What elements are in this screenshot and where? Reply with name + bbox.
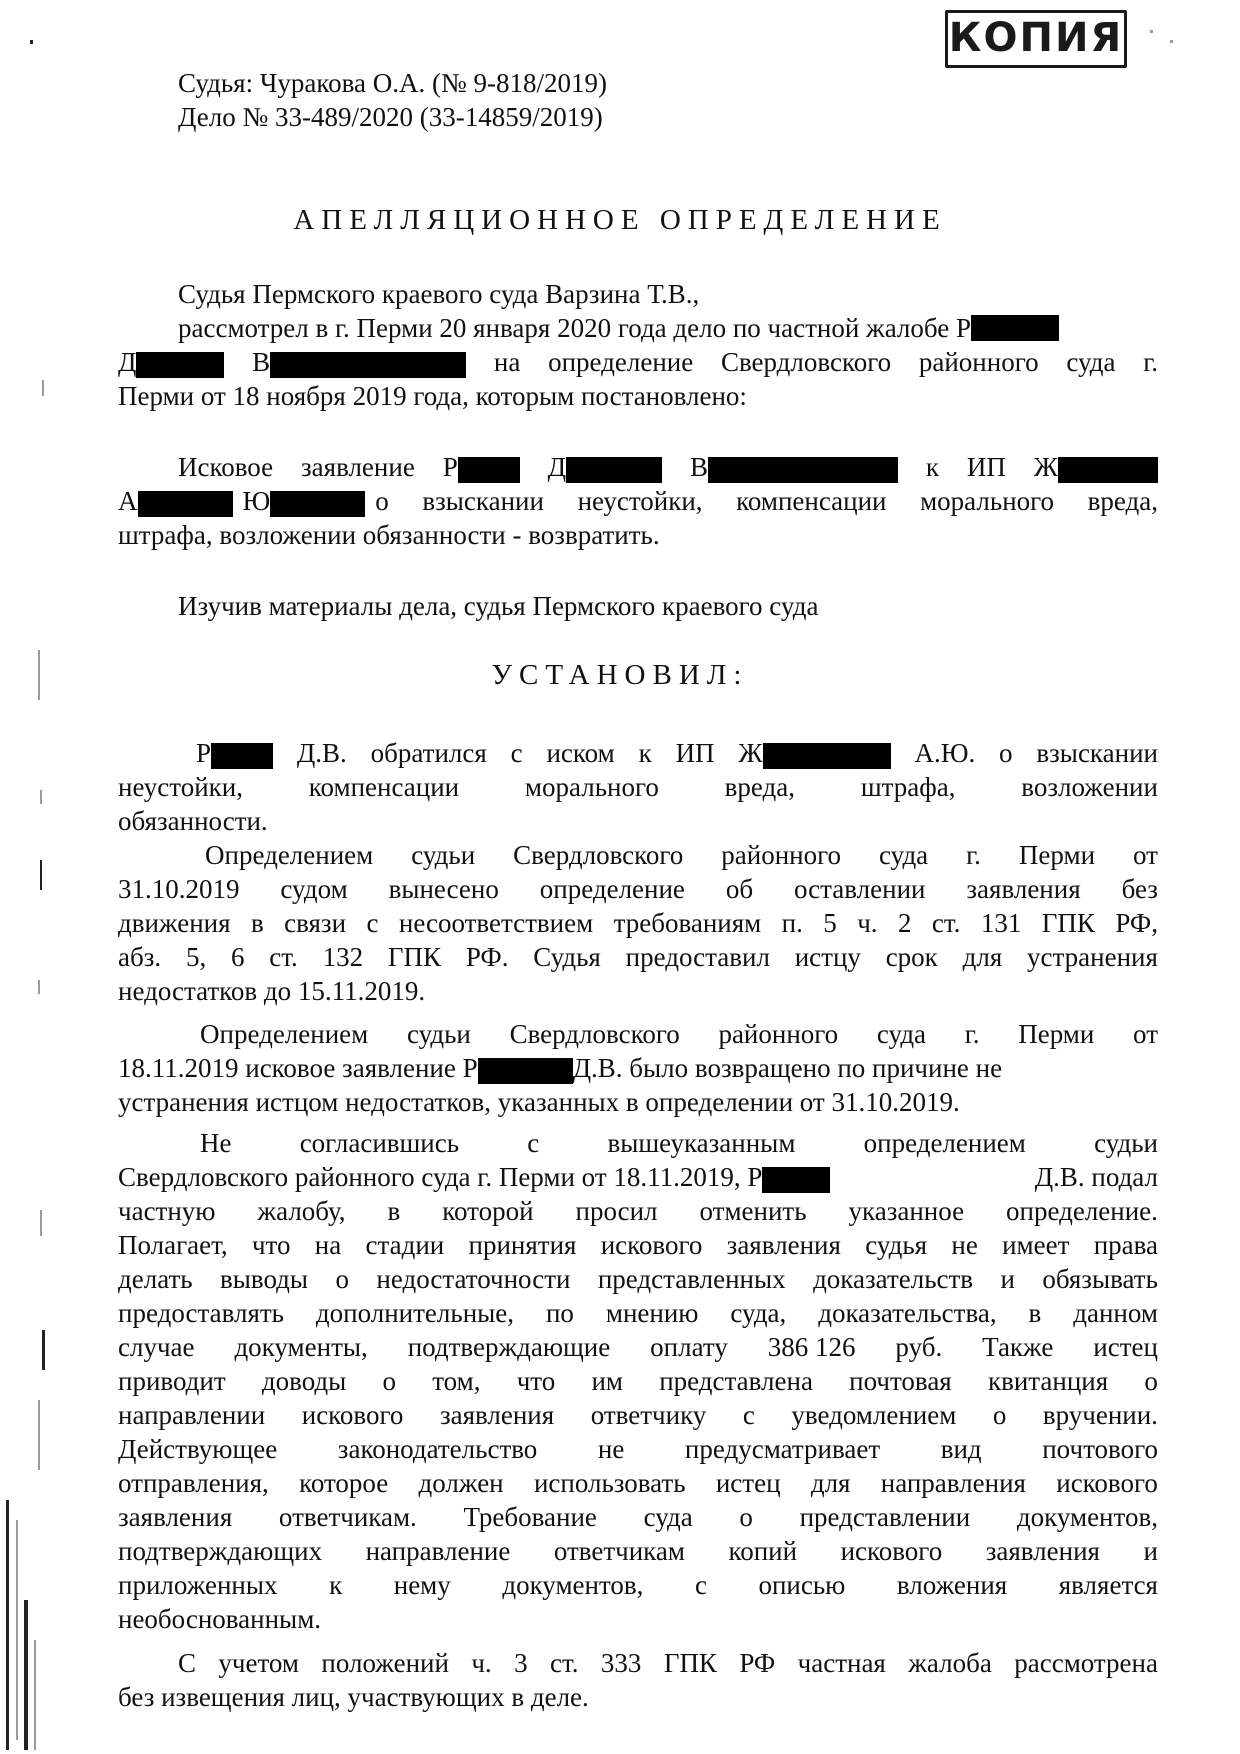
word: районного (721, 840, 842, 870)
word: 131 (980, 908, 1022, 938)
case-number-line: Дело № 33-489/2020 (33-14859/2019) (178, 102, 603, 132)
word: жалобу, (257, 1196, 346, 1226)
word: Ж (738, 736, 890, 770)
word: Определением (205, 840, 374, 870)
word: с (694, 1570, 707, 1600)
word: о (992, 1400, 1007, 1430)
word: определением (863, 1128, 1026, 1158)
word: что (251, 1230, 291, 1260)
word: рассмотрена (1014, 1648, 1158, 1678)
word: с (510, 738, 523, 768)
word: документы, (234, 1332, 368, 1362)
word: ч. (471, 1648, 492, 1678)
scan-speck (42, 1330, 45, 1370)
word: неустойки, (118, 772, 243, 802)
word: Р (443, 450, 520, 484)
word: искового (1056, 1468, 1158, 1498)
body-line (200, 1017, 1158, 1051)
word: имеет (1002, 1230, 1070, 1260)
word: ГПК (1041, 908, 1095, 938)
word: компенсации (308, 772, 460, 802)
word: определение (548, 347, 694, 377)
quote-line (118, 484, 1158, 518)
word: г. (966, 840, 981, 870)
word: вреда, (724, 772, 796, 802)
word: на (314, 1230, 342, 1260)
word: которой (442, 1196, 534, 1226)
word: Не (200, 1128, 232, 1158)
word: направлении (118, 1400, 266, 1430)
word: Требование (463, 1502, 597, 1532)
word: отменить (699, 1196, 807, 1226)
word: г. (964, 1019, 980, 1049)
word: направление (365, 1536, 511, 1566)
word: вынесено (388, 874, 499, 904)
word: заявления (118, 1502, 233, 1532)
body-line (118, 906, 1158, 940)
scan-speck (40, 860, 42, 890)
word: с (527, 1128, 540, 1158)
word: обязывать (1042, 1264, 1158, 1294)
body-line (196, 736, 1158, 770)
redaction-box (478, 1058, 573, 1084)
word: заявление (301, 452, 415, 482)
word: истец (1093, 1332, 1158, 1362)
scan-edge-mark (24, 1600, 28, 1750)
word: от (1133, 1019, 1158, 1049)
word: искового (600, 1230, 703, 1260)
word: возложении (1021, 772, 1158, 802)
word: в (1028, 1298, 1042, 1328)
body-line (118, 1262, 1158, 1296)
redaction-box (708, 457, 898, 483)
word: без (1121, 874, 1158, 904)
word: суда (876, 1019, 927, 1049)
word: судья (865, 1230, 928, 1260)
body-line (118, 804, 1158, 838)
word: морального (524, 772, 659, 802)
word: Перми (1018, 1019, 1095, 1049)
quote-text: о взыскании неустойки, компенсации морального вреда, (375, 486, 1158, 516)
quote-line (118, 518, 1158, 552)
body-line (118, 1680, 1158, 1714)
copy-stamp: КОПИЯ (945, 10, 1127, 68)
word: делать (118, 1264, 193, 1294)
word: судом (280, 874, 348, 904)
word: В (690, 450, 898, 484)
word: 132 (322, 942, 364, 972)
word: движения (118, 908, 231, 938)
quote-line (178, 450, 1158, 484)
word: стадии (365, 1230, 445, 1260)
word: г. (1143, 347, 1158, 377)
word: выводы (220, 1264, 309, 1294)
scan-speck (40, 1210, 42, 1236)
word: штрафа, (860, 772, 956, 802)
word: доводы (261, 1366, 347, 1396)
scan-speck (38, 980, 40, 994)
body-text: необоснованным. (118, 1604, 322, 1634)
intro-line (178, 311, 1158, 345)
body-text: без извещения лиц, участвующих в деле. (118, 1682, 589, 1712)
redaction-box (211, 743, 273, 769)
word: представлении (799, 1502, 971, 1532)
word: дополнительные, (315, 1298, 515, 1328)
word: оставлении (794, 874, 926, 904)
word: заявления (439, 1400, 555, 1430)
body-line (118, 1194, 1158, 1228)
word: почтовая (849, 1366, 952, 1396)
word: связи (284, 908, 347, 938)
word: и (1143, 1536, 1158, 1566)
word: приводит (118, 1366, 226, 1396)
body-text: Свердловского районного суда г. Перми от 18.11.2019, Р (118, 1160, 830, 1194)
word: что (516, 1366, 556, 1396)
word: вложения (896, 1570, 1008, 1600)
redaction-box (566, 457, 662, 483)
scan-edge-mark (34, 1640, 36, 1750)
word: районного (918, 347, 1039, 377)
word: судьи (1094, 1128, 1158, 1158)
word: заявления (985, 1536, 1100, 1566)
word: жалоба (908, 1648, 992, 1678)
word: абз. (118, 942, 162, 972)
body-line (178, 1646, 1158, 1680)
word: квитанция (987, 1366, 1109, 1396)
redaction-box (971, 315, 1059, 341)
body-line (118, 1085, 1158, 1119)
word: ст. (550, 1648, 579, 1678)
word: ст. (931, 908, 961, 938)
word: частную (118, 1196, 216, 1226)
word: 386 126 (767, 1332, 856, 1362)
word: представлена (659, 1366, 813, 1396)
redaction-box (763, 743, 891, 769)
study-line (178, 589, 1158, 623)
word: Действующее (118, 1434, 278, 1464)
word: указанное (848, 1196, 965, 1226)
word: Исковое (178, 452, 274, 482)
word: 2 (897, 908, 912, 938)
scan-speck (1150, 30, 1153, 33)
redaction-box (136, 352, 224, 378)
word: данном (1073, 1298, 1158, 1328)
word: взыскании (1036, 738, 1158, 768)
word: копий (728, 1536, 798, 1566)
word: ответчикам. (278, 1502, 417, 1532)
body-line (118, 1228, 1158, 1262)
word: 333 (600, 1648, 642, 1678)
redaction-box (270, 491, 365, 517)
intro-line (118, 379, 1158, 413)
word: документов, (1016, 1502, 1158, 1532)
word: права (1093, 1230, 1158, 1260)
word: документов, (502, 1570, 644, 1600)
word: описью (758, 1570, 846, 1600)
word: уведомлением (791, 1400, 957, 1430)
word: вручении. (1042, 1400, 1158, 1430)
word: срок (885, 942, 938, 972)
word: Свердловского (720, 347, 892, 377)
word: Д.В. (296, 738, 347, 768)
word: истцу (794, 942, 861, 972)
word: от (1133, 840, 1158, 870)
word: почтового (1042, 1434, 1158, 1464)
body-line (205, 838, 1158, 872)
body-line (118, 974, 1158, 1008)
word: 31.10.2019 (118, 874, 240, 904)
body-line (118, 1160, 1158, 1194)
word: А (118, 484, 233, 518)
body-line (118, 1432, 1158, 1466)
word: суда (643, 1502, 693, 1532)
intro-text: Перми от 18 ноября 2019 года, которым постановлено: (118, 381, 747, 411)
word: приложенных (118, 1570, 278, 1600)
word: использовать (533, 1468, 686, 1498)
word: положений (321, 1648, 449, 1678)
word: вышеуказанным (607, 1128, 796, 1158)
word: Перми (1018, 840, 1096, 870)
word: оплату (650, 1332, 728, 1362)
word: истец (715, 1468, 781, 1498)
word: искового (840, 1536, 943, 1566)
word: А.Ю. (914, 738, 976, 768)
scan-edge-mark (6, 1500, 9, 1750)
word: РФ, (1115, 908, 1158, 938)
word: для (810, 1468, 851, 1498)
scan-speck (38, 650, 40, 700)
word: является (1058, 1570, 1158, 1600)
word: нему (393, 1570, 451, 1600)
body-line (118, 1330, 1158, 1364)
body-line (118, 1364, 1158, 1398)
word: должен (418, 1468, 504, 1498)
word: подтверждающие (407, 1332, 611, 1362)
word: устранения (1027, 942, 1158, 972)
body-line (118, 1466, 1158, 1500)
body-text: 18.11.2019 исковое заявление Р Д.В. было возвращено по причине не (118, 1053, 1003, 1083)
word: о (382, 1366, 397, 1396)
word: отправления, (118, 1468, 269, 1498)
word: представленных (597, 1264, 786, 1294)
redaction-box (270, 352, 466, 378)
word: С (178, 1648, 197, 1678)
word: доказательств (813, 1264, 974, 1294)
word: ГПК (663, 1648, 717, 1678)
word: доказательства, (818, 1298, 997, 1328)
word: 6 (230, 942, 245, 972)
quote-text: штрафа, возложении обязанности - возвратить. (118, 520, 660, 550)
body-line (118, 1051, 1158, 1085)
word: о (335, 1264, 349, 1294)
word: в (387, 1196, 401, 1226)
word: иском (546, 738, 615, 768)
word: на (493, 347, 521, 377)
scan-speck (38, 1400, 40, 1470)
word: для (962, 942, 1003, 972)
word: принятия (468, 1230, 577, 1260)
word: Также (982, 1332, 1054, 1362)
word: которое (299, 1468, 389, 1498)
judge-line: Судья: Чуракова О.А. (№ 9-818/2019) (178, 68, 607, 98)
word: к (638, 738, 652, 768)
word: п. (781, 908, 803, 938)
body-text: устранения истцом недостатков, указанных в определении от 31.10.2019. (118, 1087, 960, 1117)
word: том, (432, 1366, 481, 1396)
word: ИП (966, 452, 1006, 482)
word: об (725, 874, 754, 904)
word: ИП (675, 738, 715, 768)
word: и (1000, 1264, 1015, 1294)
word: с (742, 1400, 755, 1430)
word: частная (797, 1648, 886, 1678)
body-text: недостатков до 15.11.2019. (118, 976, 426, 1006)
word: 3 (514, 1648, 528, 1678)
word: Р (196, 736, 273, 770)
word: РФ. (465, 942, 509, 972)
body-line (118, 872, 1158, 906)
word: Д (548, 450, 662, 484)
word: судьи (411, 840, 476, 870)
redaction-box (138, 491, 233, 517)
word: обратился (370, 738, 487, 768)
study-text: Изучив материалы дела, судья Пермского краевого суда (178, 591, 819, 621)
word: руб. (895, 1332, 943, 1362)
word: не (951, 1230, 978, 1260)
document-title: АПЕЛЛЯЦИОННОЕ ОПРЕДЕЛЕНИЕ (293, 204, 947, 236)
word: о (999, 738, 1013, 768)
word: о (1144, 1366, 1158, 1396)
word: РФ (739, 1648, 776, 1678)
word: 5, (185, 942, 207, 972)
body-line (118, 1500, 1158, 1534)
word: 5 (823, 908, 837, 938)
word: Судья (533, 942, 601, 972)
word: суда (879, 840, 929, 870)
body-line (200, 1126, 1158, 1160)
body-text: Д.В. подал (1034, 1162, 1158, 1192)
word: по (545, 1298, 574, 1328)
word: искового (301, 1400, 404, 1430)
word: не (597, 1434, 625, 1464)
word: учетом (218, 1648, 299, 1678)
word: Свердловского (513, 840, 684, 870)
word: к (925, 452, 939, 482)
body-line (118, 1568, 1158, 1602)
word: недостаточности (376, 1264, 571, 1294)
word: ст. (269, 942, 298, 972)
scan-speck (42, 380, 44, 396)
word: заявления (966, 874, 1081, 904)
word: Ю (243, 484, 366, 518)
redaction-box (762, 1167, 830, 1193)
word: определение. (1006, 1196, 1158, 1226)
word: в (250, 908, 264, 938)
word: судьи (406, 1019, 471, 1049)
word: Д (118, 345, 224, 379)
word: ответчику (590, 1400, 707, 1430)
word: ч. (857, 908, 878, 938)
body-line (118, 940, 1158, 974)
word: Ж (1034, 450, 1158, 484)
word: согласившись (299, 1128, 460, 1158)
word: суда, (730, 1298, 787, 1328)
redaction-box (1058, 457, 1158, 483)
word: Определением (200, 1019, 369, 1049)
scan-edge-mark (16, 1520, 18, 1740)
intro-line (118, 345, 1158, 379)
word: суда (1066, 347, 1116, 377)
redaction-box (458, 457, 520, 483)
word: предоставил (625, 942, 770, 972)
intro-judge-line (178, 277, 1158, 311)
scan-speck (40, 790, 42, 804)
word: случае (118, 1332, 195, 1362)
word: о (739, 1502, 753, 1532)
word: им (591, 1366, 624, 1396)
word: ответчикам (553, 1536, 685, 1566)
word: В (252, 345, 466, 379)
section-heading-established: УСТАНОВИЛ: (491, 659, 749, 691)
intro-text: Судья Пермского краевого суда Варзина Т.В., (178, 279, 700, 309)
word: просил (575, 1196, 658, 1226)
word: предоставлять (118, 1298, 284, 1328)
word: Свердловского (509, 1019, 680, 1049)
word: подтверждающих (118, 1536, 323, 1566)
body-line (118, 1296, 1158, 1330)
word: районного (718, 1019, 839, 1049)
word: ГПК (387, 942, 442, 972)
body-line (118, 1602, 1158, 1636)
scan-speck (1170, 40, 1173, 43)
body-line (118, 1534, 1158, 1568)
word: вид (940, 1434, 982, 1464)
word: несоответствием (398, 908, 594, 938)
body-text: обязанности. (118, 806, 268, 836)
scan-speck (30, 40, 33, 44)
word: направления (880, 1468, 1026, 1498)
word: с (366, 908, 379, 938)
body-line (118, 1398, 1158, 1432)
word: требованиям (613, 908, 762, 938)
word: к (329, 1570, 343, 1600)
body-line (118, 770, 1158, 804)
word: мнению (605, 1298, 699, 1328)
word: Полагает, (118, 1230, 228, 1260)
intro-text: рассмотрел в г. Перми 20 января 2020 года дело по частной жалобе Р (178, 313, 972, 343)
word: заявления (726, 1230, 841, 1260)
word: определение (539, 874, 685, 904)
word: предусматривает (684, 1434, 881, 1464)
word: законодательство (337, 1434, 538, 1464)
